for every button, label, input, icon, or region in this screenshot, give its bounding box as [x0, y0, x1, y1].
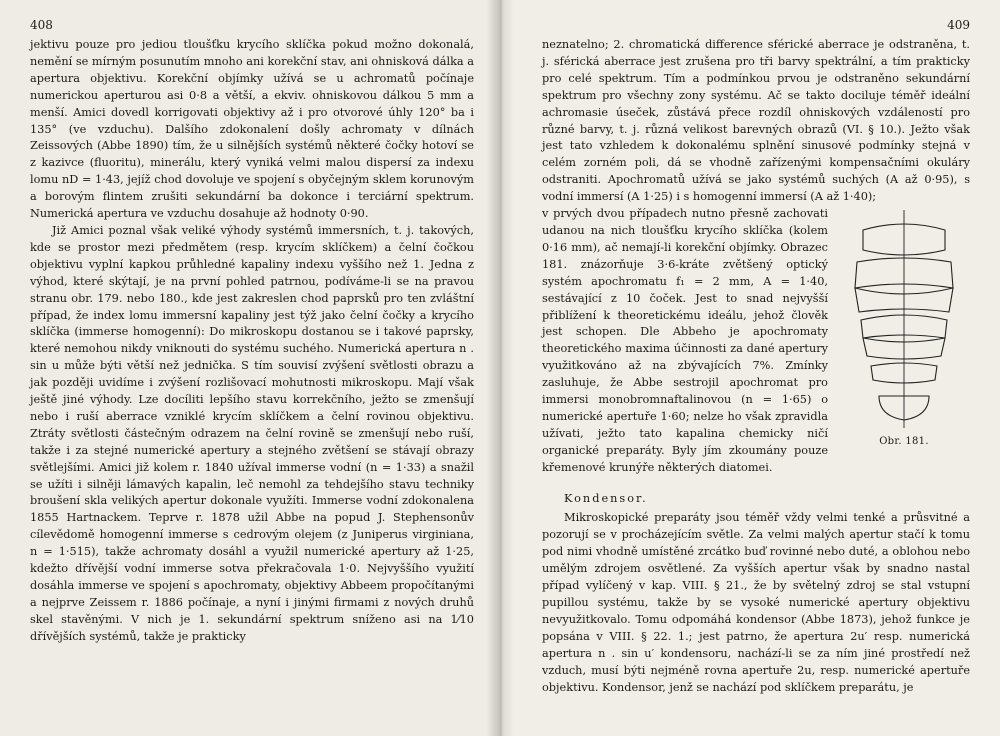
page-number-right: 409 — [947, 18, 970, 32]
page-number-left: 408 — [30, 18, 53, 32]
right-page — [496, 0, 1000, 736]
left-page — [0, 0, 496, 736]
paragraph: Již Amici poznal však veliké výhody systémů immersních, t. j. takových, kde se prostor mezi předmětem (resp. krycím sklíčkem) a čelní čočkou objektivu vyplní kapkou průhledné kapaliny indexu vyššího než 1. Jedna z výhod, které skýtají, je na první pohled patrnou, podíváme-li se na pravou stranu obr. 179. nebo 180., kde jest zakreslen chod paprsků pro ten zvláštní případ, že index lomu immersní kapaliny jest týž jako čelní čočky a krycího sklíčka (immerse homogenní): Do mikroskopu dostanou se i takové paprsky, které nemohou nikdy vniknouti do systému suchého. Numerická apertura n . sin u může býti větší než jednička. S tím souvisí zvýšení světlosti obrazu a jak později uvidíme i zvýšení rozlišovací mohutnosti mikroskopu. Mají však ještě jiné výhody. Lze docíliti lepšího stavu korrekčního, ježto se zmenšují nebo i ruší aberrace vzniklé krycím sklíčkem a čelní rovinou objektivu. Ztráty světlosti částečným odrazem na čelní rovině se zmenšují nebo ruší, takže i za stejné numerické apertury a stejného zvětšení se stávají obrazy světlejšími. Amici již kolem r. 1840 užíval immerse vodní (n = 1·33) a snažil se užíti i silněji lámavých kapalin, leč nemohl za tehdejšího stavu techniky broušení skla velikých apertur dokonale využíti. Immerse vodní zdokonalena 1855 Hartnackem. Teprve r. 1878 užil Abbe na popud J. Stephensonův cílevědomě homogenní immerse s cedrovým olejem (z Juniperus virginiana, n = 1·515), takže achromaty dosáhl a využil numerické apertury až 1·25, kdežto dřívější vodní immerse sotva překračovala 1·0. Nejvyššího využití dosáhla immerse ve spojení s apochromaty, objektivy Abbeem propočítanými a nejprve Zeissem r. 1886 počínaje, a nyní i jinými firmami z nových druhů skel stavěnými. V nich je 1. sekundární spektrum sníženo asi na 1⁄10 dřívějších systémů, takže je prakticky — [30, 223, 474, 643]
figure-181 — [838, 210, 970, 448]
figure-wrap-block — [542, 206, 970, 477]
figure-caption: Obr. 181. — [879, 436, 929, 448]
section-heading: Kondensor. — [564, 491, 648, 505]
paragraph: jektivu pouze pro jediou tloušťku krycího sklíčka pokud možno dokonalá, nemění se mírným posunutím mnoho ani korekční stav, ani ohnisková dálka a apertura objektivu. Korekční objímky užívá se u achromatů počínaje numerickou aperturou asi 0·8 a větší, a ekviv. ohniskovou dálkou 5 mm a menší. Amici dovedl korrigovati objektivy až i pro otvorové úhly 120° ba i 135° (ve vzduchu). Dalšího zdokonalení došly achromaty v dílnách Zeissových (Abbe 1890) tím, že u silnějších systémů některé čočky hotoví se z kazivce (fluoritu), minerálu, který vyniká velmi malou dispersí za indexu lomu nD = 1·43, jejíž chod dovoluje ve spojení s obyčejným sklem korunovým a borovým flintem zrušiti sekundární ba dokonce i terciární spektrum. Numerická apertura ve vzduchu dosahuje až hodnoty 0·90. — [30, 38, 474, 221]
paragraph: Mikroskopické preparáty jsou téměř vždy velmi tenké a průsvitné a pozorují se v procházejícím světle. Za velmi malých apertur stačí k tomu pod nimi vhodně umístěné zrcátko buď rovinné nebo duté, a oblohou nebo umělým zdrojem osvětlené. Za vyšších apertur však by snadno nastal případ vylíčený v kap. VIII. § 21., že by světelný zdroj se stal vstupní pupillou systému, takže by se vysoké numerické apertury objektivu nevyužitkovalo. Tomu odpomáhá kondensor (Abbe 1873), jehož funkce je popsána v VIII. § 22. 1.; jest patrno, že apertura 2u′ resp. numerická apertura n . sin u′ kondensoru, nachází-li se za ním jiné prostředí než vzduch, musí býti nejméně rovna apertuře 2u, resp. numerické apertuře objektivu. Kondensor, jenž se nachází pod sklíčkem preparátu, je — [542, 511, 970, 694]
apochromat-lens-diagram — [849, 210, 959, 428]
paragraph: v prvých dvou případech nutno přesně zachovati udanou na nich tloušťku krycího sklíčka (kolem 0·16 mm), ač nemají-li korekční objímky. Obrazec 181. znázorňuje 3·6-kráte zvětšený optický systém apochromatu f₁ = 2 mm, A = 1·40, sestávající z 10 čoček. Jest to snad nejvyšší přiblížení k theoretickému ideálu, jehož člověk jest schopen. Dle Abbeho je apochromaty theoretického maxima účinnosti za dané apertury využitkováno až na zbývajících 7%. Zmínky zasluhuje, že Abbe sestrojil apochromat pro immersi monobromnaftalinovou (n = 1·65) o numerické apertuře 1·60; nelze ho však zpravidla užívati, ježto tato kapalina chemicky ničí organické preparáty. Byly jím zkoumány pouze křemenové krunýře některých diatomei. — [542, 207, 828, 474]
paragraph: neznatelno; 2. chromatická difference sférické aberrace je odstraněna, t. j. sférická aberrace jest zrušena pro tři barvy spektrální, a tím prakticky pro celé spektrum. Tím a podmínkou prvou je odstraněno sekundární spektrum pro všechny zony systému. Ač se takto dociluje téměř ideální achromasie úseček, zůstává přece rozdíl ohniskových vzdáleností pro různé barvy, t. j. různá velikost barevných obrazů (VI. § 10.). Ježto však jest tato vzhledem k dokonalému splnění sinusové podmínky stejná v celém zorném poli, dá se vhodně zařízenými kompensačními okuláry odstraniti. Apochromatů užívá se jako systémů suchých (A až 0·95), s vodní immersí (A 1·25) i s homogenní immersí (A až 1·40); — [542, 38, 970, 204]
